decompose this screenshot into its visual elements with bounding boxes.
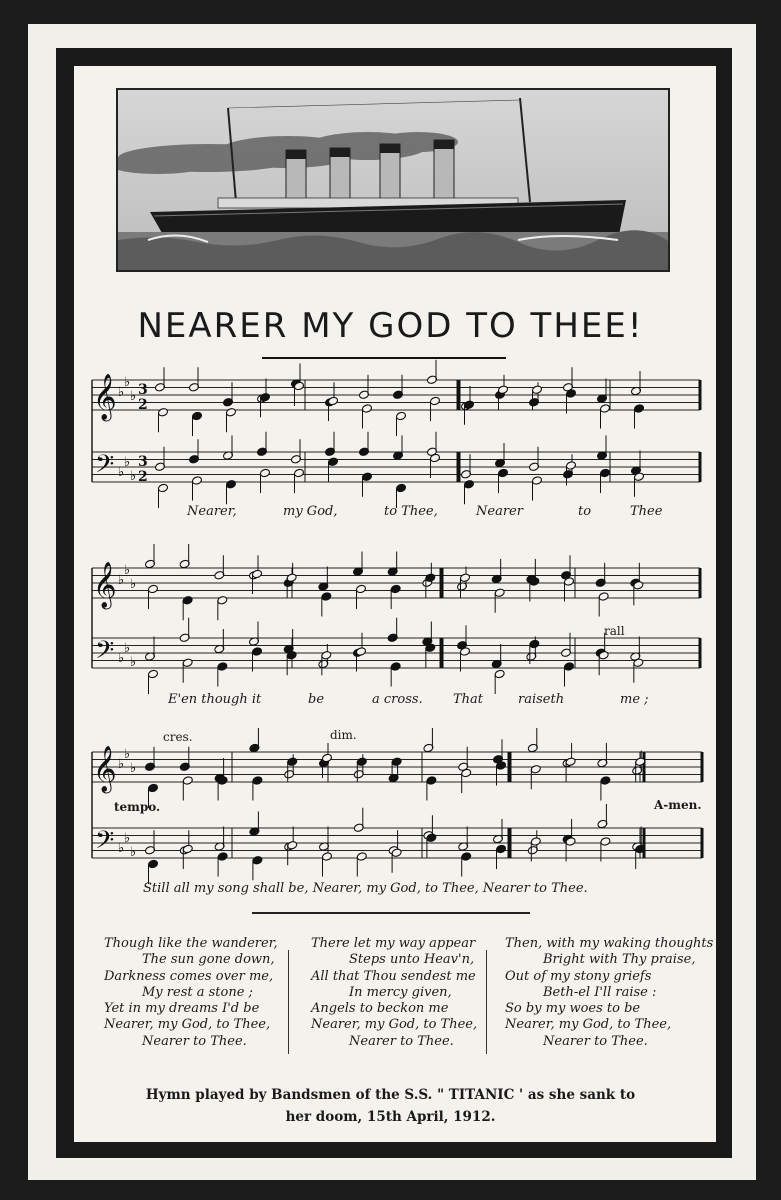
note-head	[496, 844, 507, 854]
flat-sign: ♭	[118, 573, 125, 588]
verse-line: Darkness comes over me,	[104, 968, 274, 984]
flat-sign: ♭	[124, 831, 131, 846]
lyric-word: me ;	[620, 692, 649, 707]
flat-sign: ♭	[130, 761, 137, 776]
verse-line: So by my woes to be	[505, 1001, 641, 1017]
note-head	[294, 468, 305, 478]
verse-line: My rest a stone ;	[142, 984, 253, 1000]
flat-sign: ♭	[118, 465, 125, 480]
note-head	[226, 479, 237, 489]
note-head	[530, 837, 541, 847]
dim-marking: dim.	[330, 728, 357, 742]
note-head	[564, 662, 575, 672]
lyric-word: Nearer	[476, 504, 523, 519]
flat-sign: ♭	[130, 577, 137, 592]
note-head	[530, 764, 541, 774]
flat-sign: ♭	[124, 375, 131, 390]
verse-line: Nearer, my God, to Thee,	[104, 1017, 271, 1033]
note-head	[260, 468, 271, 478]
section-divider	[252, 912, 530, 914]
lyric-word: raiseth	[518, 692, 565, 707]
note-head	[498, 468, 509, 478]
note-head	[356, 584, 367, 594]
note-head	[566, 461, 577, 471]
note-head	[356, 757, 367, 767]
rall-marking: rall	[604, 624, 625, 638]
note-head	[600, 776, 611, 786]
flat-sign: ♭	[118, 651, 125, 666]
lyric-word: be	[308, 692, 325, 707]
note-head	[252, 855, 263, 865]
note-head	[426, 776, 437, 786]
note-head	[148, 783, 159, 793]
note-head	[529, 639, 540, 649]
note-head	[252, 647, 263, 657]
time-signature: 2	[138, 397, 148, 413]
caption-line-1: Hymn played by Bandsmen of the S.S. " TITANIC ' as she sank to	[145, 1087, 636, 1103]
note-head	[148, 584, 159, 594]
note-head	[182, 595, 193, 605]
lyric-word: Nearer,	[187, 504, 237, 519]
treble-clef: 𝄞	[93, 562, 117, 608]
note-head	[600, 468, 611, 478]
time-signature: 2	[138, 469, 148, 485]
flat-sign: ♭	[118, 385, 125, 400]
note-head	[217, 662, 228, 672]
amen-marking: A-men.	[654, 798, 702, 812]
note-head	[494, 588, 505, 598]
verse-line: Nearer to Thee.	[349, 1033, 454, 1049]
note-head	[460, 573, 471, 583]
verse-line: There let my way appear	[311, 936, 476, 951]
flat-sign: ♭	[124, 747, 131, 762]
verse-column-3	[505, 936, 713, 1050]
note-head	[328, 457, 339, 467]
note-head	[390, 584, 401, 594]
verse-line: Yet in my dreams I'd be	[104, 1001, 260, 1017]
verse-line: Beth-el I'll raise :	[543, 984, 657, 1000]
caption	[0, 1084, 781, 1128]
note-head	[532, 385, 543, 395]
verse-line: Bright with Thy praise,	[543, 952, 696, 968]
lyric-word: Thee	[630, 504, 663, 519]
note-head	[396, 411, 407, 421]
treble-clef: 𝄞	[93, 746, 117, 792]
flat-sign: ♭	[118, 757, 125, 772]
flat-sign: ♭	[124, 563, 131, 578]
lyric-word: That	[453, 692, 484, 707]
verse-line: Steps unto Heav'n,	[349, 952, 475, 968]
verse-line: Then, with my waking thoughts	[505, 936, 714, 951]
verse-column-1	[104, 936, 278, 1050]
flat-sign: ♭	[124, 641, 131, 656]
note-head	[390, 662, 401, 672]
verse-line: Nearer to Thee.	[543, 1033, 648, 1049]
bass-clef: 𝄢	[95, 826, 115, 861]
note-head	[600, 837, 611, 847]
bass-clef: 𝄢	[95, 450, 115, 485]
flat-sign: ♭	[124, 455, 131, 470]
bass-clef: 𝄢	[95, 636, 115, 671]
note-head	[321, 592, 332, 602]
note-head	[532, 476, 543, 486]
flat-sign: ♭	[130, 845, 137, 860]
note-head	[287, 757, 298, 767]
note-head	[148, 669, 159, 679]
time-signature: 3	[138, 454, 148, 470]
verse-line: Though like the wanderer,	[104, 936, 278, 951]
caption-line-2: her doom, 15th April, 1912.	[285, 1109, 496, 1125]
note-head	[158, 483, 169, 493]
note-head	[362, 472, 373, 482]
note-head	[600, 404, 611, 414]
flat-sign: ♭	[118, 841, 125, 856]
lyric-word: E'en though it	[168, 692, 262, 707]
note-head	[148, 859, 159, 869]
note-head	[464, 479, 475, 489]
flat-sign: ♭	[130, 389, 137, 404]
tempo-marking: tempo.	[114, 800, 161, 814]
note-head	[391, 757, 402, 767]
note-head	[158, 407, 169, 417]
note-head	[321, 650, 332, 660]
note-head	[598, 592, 609, 602]
verse-line: Out of my stony griefs	[505, 968, 652, 984]
verse-column-2	[311, 936, 477, 1050]
time-signature: 3	[138, 382, 148, 398]
lyric-word: my God,	[283, 504, 338, 519]
cres-marking: cres.	[163, 730, 193, 744]
note-head	[192, 411, 203, 421]
verse-line: All that Thou sendest me	[311, 968, 476, 984]
verse-line: Angels to beckon me	[311, 1001, 449, 1017]
note-head	[217, 595, 228, 605]
treble-clef: 𝄞	[93, 374, 117, 420]
note-head	[217, 852, 228, 862]
note-head	[252, 776, 263, 786]
note-head	[494, 669, 505, 679]
flat-sign: ♭	[130, 655, 137, 670]
lyric-word: to Thee,	[384, 504, 438, 519]
flat-sign: ♭	[130, 469, 137, 484]
lyric-word: to	[578, 504, 592, 519]
note-head	[182, 658, 193, 668]
note-head	[322, 852, 333, 862]
column-divider	[288, 950, 289, 1054]
note-head	[430, 396, 441, 406]
verse-line: Nearer, my God, to Thee,	[311, 1017, 478, 1033]
note-head	[356, 852, 367, 862]
verse-line: In mercy given,	[349, 984, 452, 1000]
verse-line: The sun gone down,	[142, 952, 275, 968]
lyric-line: Still all my song shall be, Nearer, my God, to Thee, Nearer to Thee.	[143, 881, 588, 896]
note-head	[461, 852, 472, 862]
note-head	[396, 483, 407, 493]
column-divider	[486, 950, 487, 1054]
note-head	[634, 404, 645, 414]
hymn-title: NEARER MY GOD TO THEE!	[137, 306, 644, 346]
note-head	[362, 404, 373, 414]
note-head	[182, 776, 193, 786]
verse-line: Nearer to Thee.	[142, 1033, 247, 1049]
verse-line: Nearer, my God, to Thee,	[505, 1017, 672, 1033]
lyric-word: a cross.	[372, 692, 423, 707]
note-head	[192, 476, 203, 486]
note-head	[226, 407, 237, 417]
